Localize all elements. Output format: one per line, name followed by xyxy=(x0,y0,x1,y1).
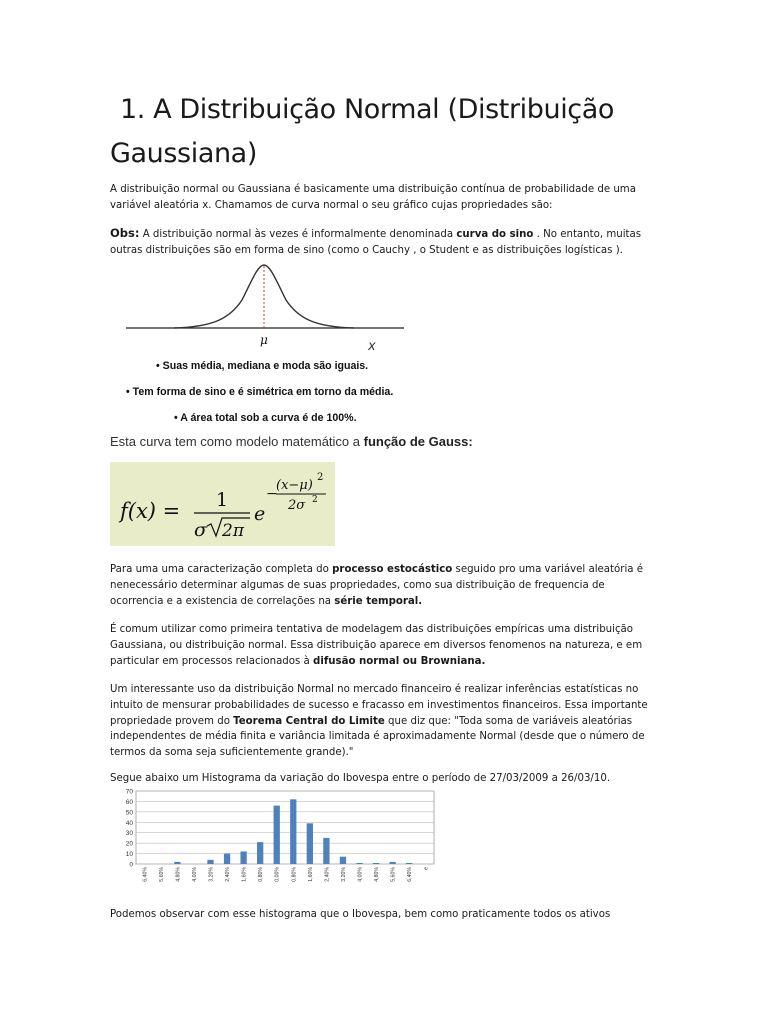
gauss-formula xyxy=(110,462,335,546)
bell-x-label: x xyxy=(368,339,376,352)
x-tick-label: 0,00% xyxy=(274,867,281,882)
x-tick-label: 4,80% xyxy=(374,867,381,882)
histogram-bar xyxy=(356,863,362,864)
histogram-caption: Segue abaixo um Histograma da variação do Ibovespa entre o período de 27/03/2009 a 26/03/10. xyxy=(110,773,611,784)
title-line-2: Gaussiana) xyxy=(110,138,257,169)
histogram-bar xyxy=(240,851,246,864)
formula-sqrt-content: 2π xyxy=(222,521,244,541)
paragraph-gaussian xyxy=(110,622,655,669)
gauss-caption-text: Esta curva tem como modelo matemático a xyxy=(110,434,364,449)
formula-exp-numerator-square: 2 xyxy=(317,472,324,483)
histogram-bar xyxy=(207,860,213,864)
formula-exp-denominator-square: 2 xyxy=(312,495,318,505)
x-tick-label: -3,20% xyxy=(208,867,215,882)
histogram-bar xyxy=(389,862,395,864)
bell-curve-graphic xyxy=(118,262,410,352)
histogram-bar xyxy=(406,863,412,864)
y-tick-label: 60 xyxy=(125,798,133,806)
x-tick-label: 4,00% xyxy=(357,867,364,882)
y-tick-label: 30 xyxy=(125,830,133,838)
x-tick-label: -0,80% xyxy=(258,867,265,882)
histogram-bar xyxy=(323,838,329,864)
y-tick-label: 20 xyxy=(125,840,133,848)
x-tick-label: 3,20% xyxy=(340,867,347,882)
bell-bullet-1: • Suas média, mediana e moda são iguais. xyxy=(156,360,369,372)
bell-bullet-3: • A área total sob a curva é de 100%. xyxy=(174,412,357,424)
formula-exp-numerator: (x−μ) xyxy=(276,478,313,493)
histogram-chart xyxy=(112,786,438,882)
y-tick-label: 10 xyxy=(125,851,133,859)
histogram-bar xyxy=(274,806,280,864)
title-line-1: 1. A Distribuição Normal (Distribuição xyxy=(120,94,615,125)
formula-sigma: σ xyxy=(194,519,207,541)
x-tick-label: -1,60% xyxy=(241,867,248,882)
histogram-bar xyxy=(373,863,379,864)
intro-paragraph: A distribuição normal ou Gaussiana é basicamente uma distribuição contínua de probabilidade de uma variável aleatória x. Chamamos de curva normal o seu gráfico cujas propriedades são: xyxy=(110,184,636,211)
histogram-bar xyxy=(290,799,296,864)
x-tick-label: -2,40% xyxy=(225,867,232,882)
obs-text-1: A distribuição normal às vezes é informalmente denominada xyxy=(139,229,457,240)
x-tick-label: 1,60% xyxy=(307,867,314,882)
plot-area xyxy=(136,791,434,864)
para3-text-a: Um interessante uso da distribuição Normal no mercado financeiro é realizar inferências estatísticas no intuito de mensurar probabilidades de sucesso e fracasso em investimentos financeiros. Essa importante propriedade provem do xyxy=(110,684,648,727)
y-tick-label: 50 xyxy=(125,809,133,817)
x-tick-label: 5,60% xyxy=(390,867,397,882)
x-tick-label: -5,60% xyxy=(158,867,165,882)
y-tick-label: 70 xyxy=(125,788,133,796)
x-tick-label: 6,40% xyxy=(407,867,414,882)
x-tick-label: -6,40% xyxy=(142,867,149,882)
histogram-bar xyxy=(174,862,180,864)
para1-text-c: seguido pro uma variável aleatória é nenecessário determinar algumas de suas propriedades, como sua distribuição de frequencia de ocorrencia e a existencia de correlações na xyxy=(110,564,644,607)
obs-paragraph xyxy=(110,226,655,259)
histogram-bar xyxy=(340,857,346,864)
formula-minus: − xyxy=(266,486,278,502)
x-tick-label: e xyxy=(423,867,430,870)
histogram-svg xyxy=(112,786,438,882)
para2-text-a: É comum utilizar como primeira tentativa de modelagem das distribuições empíricas uma distribuição Gaussiana, ou distribuição normal. Essa distribuição aparece em diversos fenomenos na natureza, e em particular em processos relacionados à xyxy=(110,624,643,667)
para3-text-c: que diz que: "Toda soma de variáveis aleatórias independentes de média finita e variância limitada é aproximadamente Normal (desde que o número de termos da soma seja suficientemente grande)." xyxy=(110,715,645,759)
para1-text-a: Para uma uma caracterização completa do xyxy=(110,564,333,575)
closing-paragraph: Podemos observar com esse histograma que o Ibovespa, bem como praticamente todos os ativos xyxy=(110,909,611,920)
bell-mu-label: μ xyxy=(260,333,268,347)
gauss-formula-graphic xyxy=(110,462,335,546)
histogram-bar xyxy=(224,854,230,864)
obs-bold-term: curva do sino xyxy=(456,229,534,240)
x-tick-label: 2,40% xyxy=(324,867,331,882)
histogram-bar xyxy=(257,842,263,864)
page-title xyxy=(110,88,670,176)
gauss-caption-bold: função de Gauss: xyxy=(363,434,473,449)
x-tick-label: 0,80% xyxy=(291,867,298,882)
obs-text-2: . No entanto, muitas outras distribuições são em forma de sino (como o Cauchy , o Student e as distribuições logísticas ). xyxy=(110,229,642,256)
paragraph-finance xyxy=(110,682,655,761)
formula-e: e xyxy=(254,503,266,525)
bell-bullet-2: • Tem forma de sino e é simétrica em torno da média. xyxy=(126,386,394,398)
obs-label: Obs: xyxy=(110,226,140,240)
formula-exp-denominator: 2σ xyxy=(288,498,306,513)
formula-fx: f(x) = xyxy=(120,499,181,523)
x-tick-label: -4,80% xyxy=(175,867,182,882)
para1-bold-1: processo estocástico xyxy=(332,564,453,575)
x-tick-label: -4,00% xyxy=(191,867,198,882)
gauss-caption xyxy=(110,434,473,449)
y-tick-label: 0 xyxy=(129,861,133,869)
paragraph-stochastic xyxy=(110,562,655,609)
bell-curve-figure xyxy=(118,262,410,428)
histogram-bar xyxy=(307,823,313,864)
para2-bold: difusão normal ou Browniana. xyxy=(313,655,486,667)
para3-bold: Teorema Central do Limite xyxy=(233,715,385,727)
y-tick-label: 40 xyxy=(125,819,133,827)
formula-numerator: 1 xyxy=(216,489,229,511)
para1-bold-2: série temporal. xyxy=(334,595,423,607)
